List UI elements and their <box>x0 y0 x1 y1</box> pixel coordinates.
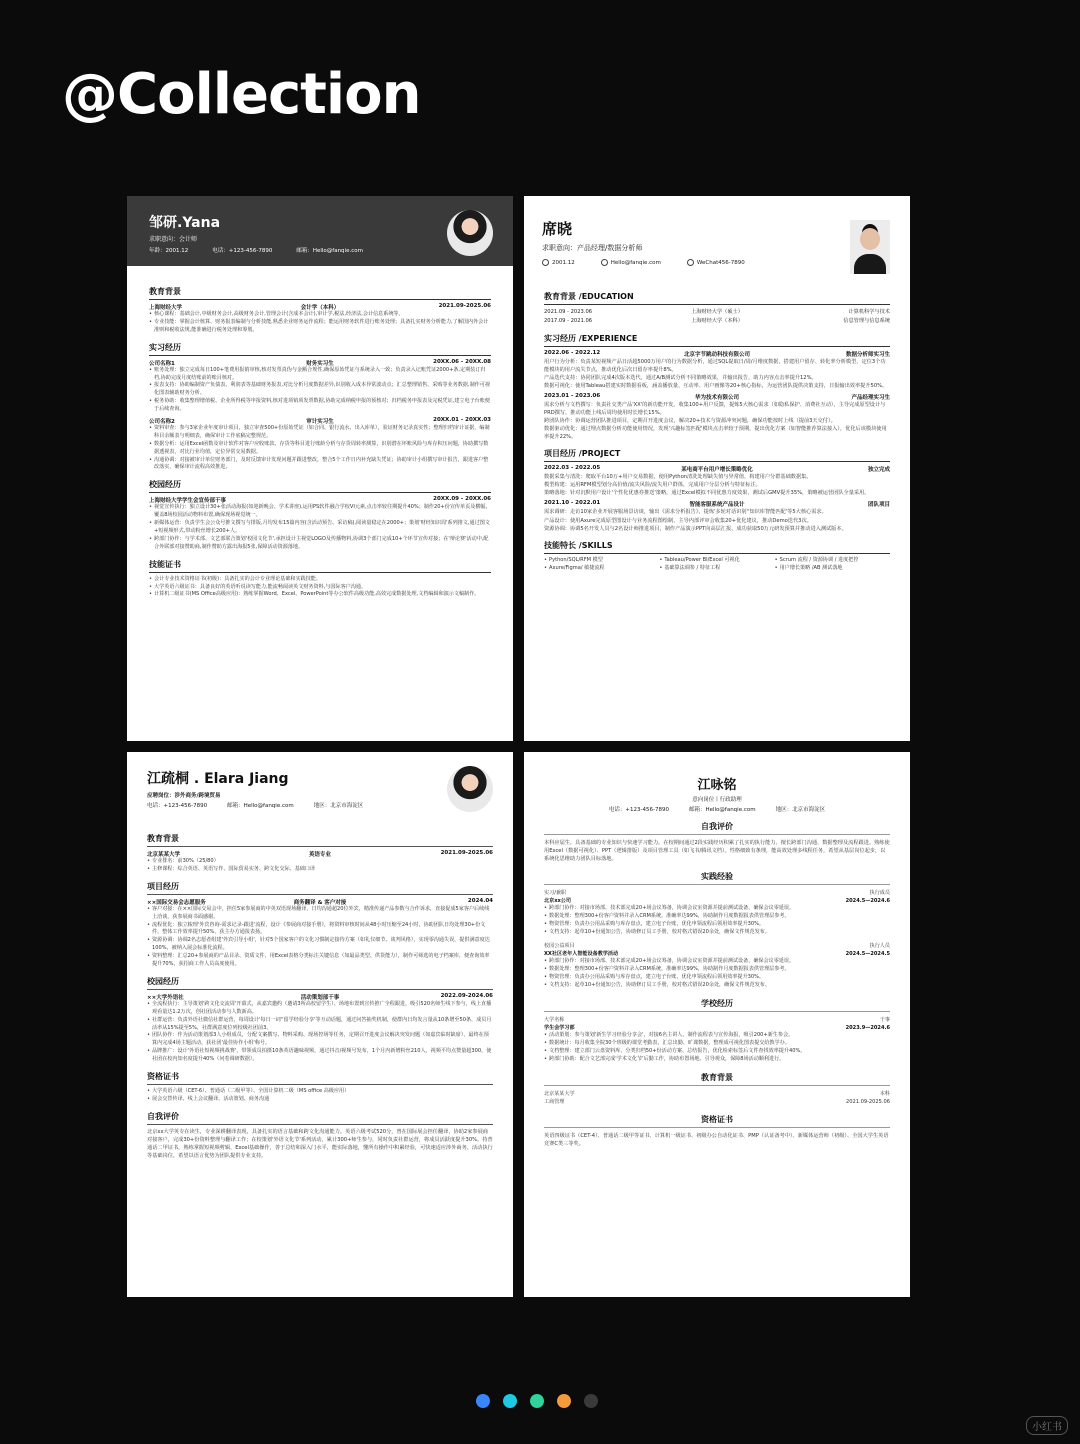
bullet-list: • 核心课程：基础会计,中级财务会计,高级财务会计,管理会计(含成本会计),审计学,税法,经济法,会计信息系统等。 • 专业技能：掌握会计核算、财务报表编制与分析技能,熟悉企业财务运作流程；能运用财务软件进行账务处理；具备扎实财务分析能力,了解国内外会计准则和税收法规,能准确进行税务处理和筹划。 <box>149 311 491 335</box>
resume-header <box>524 196 910 284</box>
bullet-list: • 账务处理：独立完成每日100+笔费用报销审核,核对发票真伪与金额合规性,确保原始凭证与系统录入一致；负责录入记账凭证2000+条,定期装订归档,协助完成月度结账前的账目核对。 • 报表支持：协助编制资产负债表、利润表等基础财务报表,对比分析月度数据差异,识别收入成本异常波动点；汇总整理销售、采购等业务数据,制作可视化图表辅助财务分析。 • 税务协助：收集整理增值税、企业所得税等申报资料,核对进项销项发票数据,协助完成纳税申报的预核对；归档税务申报表及完税凭证,建立电子台账便于后续查询。 <box>149 367 491 414</box>
resume-objective: 求职意向：会计师 <box>149 236 198 243</box>
section-title: 资格证书 <box>544 1114 890 1128</box>
entry-row: 大学名称 干事 <box>544 1016 890 1023</box>
entry-detail: 需求调研：走访10家企业开展客服场景访谈，输出《需求分析报告》，提炼'多轮对话识别''知识库智能匹配'等5大核心需求。 产品设计：使用Axure完成原型图设计与业务流程图绘制，主导内部评审会收集20+优化建议，推动Demo迭代3次。 资源协调：协调5名开发人员与2名设计师推进项目，制作产品演示PPT向高层汇报，成功获取50万元研发预算并推动进入测试版本。 <box>544 509 847 532</box>
entry-detail: 需求分析与文档撰写：负责社交类产品'XX'的新功能开发，收集100+用户反馈，提炼5大核心需求（如隐私保护、消费社互动），主导完成原型设计与PRD撰写，推动功能上线后周均使用时长增长15%。 跨团队协作：协调运营团队推进项目，定期召开进度会议，解决20+技术与资源冲突问题，确保功能按时上线（提前3天交付）。 数据驱动优化：通过埋点数据分析功能使用情况，发现'兴趣标签匹配'模块点击率较于预期，提出优化方案（如智能推荐算法接入），优化后该模块使用率提升22%。 <box>544 401 887 441</box>
entry-row: 北京某某大学 英语专业 2021.09-2025.06 <box>147 850 493 858</box>
bullet-list: • 跨部门协作：对接市场部、技术部完成20+场会议筹备，协调会议室资源并提前测试设备，确保会议零延误。 • 数据处理：整理300+份客户资料并录入CRM系统，准确率达99%，协助制作月度数据报表供管理层参考。 • 物资管理：负责办公用品采购与库存盘点，建立电子台账，优化申领流程后领用效率提升30%。 • 文档支持：起草10+份通知公告，协助修订员工手册，校对格式错误20余处，确保文件规范发布。 <box>544 905 890 937</box>
bullet-list: • 客户对接：在××国际交易会中，担任5家参展商的中英双语现场翻译，日均沟通超20位外宾，精准传递产品参数与合作诉求，直接促成5家客户后续线上洽谈，获参展商书面感谢。 • 流程优化：独立梳理'外宾咨询-需求记录-跟进'流程，设计《参展商对接手册》，将资料审核时间从48小时压缩至24小时，协助团队日均处理30+份文件，整体工作效率提升50%，获主办方通报表扬。 • 资源协调：协调2名志愿者组建'外宾引导小组'，针对5个国家客户的文化习惯制定接待方案（如礼仪细节、谈判风格），实现零沟通失误，提供满意度达100%，被纳入展会标准化流程。 • 资料整理：汇总20+参展商的产品目录、资质文件，用Excel表格分类标注关键信息（如最品类型、供货能力），制作可筛选的电子档案库，便查询效率提升70%，获招商工作人员高度使用。 <box>147 906 493 969</box>
section-title: 资格证书 <box>147 1071 493 1085</box>
section-title: 项目经历 <box>147 881 493 895</box>
person-icon <box>542 259 549 266</box>
resume-name: 邹研.Yana <box>149 215 221 231</box>
chat-icon <box>687 259 694 266</box>
page-dot[interactable] <box>476 1394 490 1408</box>
page-dot[interactable] <box>584 1394 598 1408</box>
section-title: 自我评价 <box>544 821 890 835</box>
education-table: 2021.09 - 2023.06 上海财经大学（硕士） 计算机科学与技术 2017.09 - 2021.06 上海财经大学（本科） 信息管理与信息系统 <box>544 309 890 324</box>
bullet-list: • 会计专业技术资格证书(初级)：具备扎实的会计专业理论基础和实践技能。 • 大学英语六级证书：具备良好的英语听说读写能力,能流畅阅读英文财务资料,与国际客户沟通。 • 计算机二级证书(MS Office高级应用)：熟练掌握Word、Excel、PowerPoint等办公软件高级功能,高效完成数据处理,文档编辑和演示文稿制作。 <box>149 576 491 600</box>
contact-email: 邮箱：Hello@fanqie.com <box>227 803 294 809</box>
page-dot[interactable] <box>530 1394 544 1408</box>
contact-row <box>542 259 892 266</box>
entry-row: 2021.10 - 2022.01 智能客服系统产品设计 团队项目 <box>544 500 890 509</box>
section-title: 技能证书 <box>149 559 491 573</box>
section-title: 实践经验 <box>544 871 890 885</box>
bullet-list: • 专业排名：前30%（25/80） • 主修课程：综合英语、英语写作、国际贸易实务、跨文化交际、基础口译 <box>147 858 493 874</box>
contact-region: 地区：北京市海淀区 <box>313 803 364 809</box>
watermark: 小红书 <box>1026 1416 1068 1435</box>
entry-row: 2022.03 - 2022.05 某电商平台用户增长策略优化 独立完成 <box>544 465 890 474</box>
resume-name: 席晓 <box>542 220 573 238</box>
resume-name: 江疏桐 . Elara Jiang <box>147 771 289 787</box>
contact-row <box>147 801 493 809</box>
section-title: 校园经历 <box>147 976 493 990</box>
contact-email: 邮箱：Hello@fanqie.com <box>296 248 363 254</box>
resume-objective: 求职意向：产品经理/数据分析师 <box>542 244 643 252</box>
resume-card-xixiao[interactable] <box>524 196 910 741</box>
self-evaluation: 北京xx大学英专在读生，专业深耕翻译表现，具备扎实的语言基础和跨文化沟通能力。英语六级考试520分，曾在国际展会担任翻译，协助2家参展商对接客户，完成30+份资料整理与翻译工作；在校策划'外语文化节'系列活动，累计300+师生参与，同时负责社群运营，将成员活跃度提升30%。持普通话二甲证书，熟练掌握短视频剪辑、Excel基础操作，善于总结和深入门水平，能实际落地，懂所有操作中积累经验，可快速适应涉外商务、活动执行等基础岗位，希望以语言优势为团队提供专业支持。 <box>147 1128 493 1159</box>
contact-row <box>524 805 910 813</box>
entry-row: XX社区老年人智能设备教学活动 2024.5—2024.5 <box>544 951 890 958</box>
entry-row: ××国际交易会志愿服务 商务翻译 & 客户对接 2024.04 <box>147 897 493 906</box>
avatar <box>850 220 890 274</box>
entry-row: 上海财经大学学生会宣传部干事 20XX.09 - 20XX.06 <box>149 496 491 505</box>
entry-row: 2022.06 - 2022.12 北京字节跳动科技有限公司 数据分析师实习生 <box>544 349 890 358</box>
entry-detail: 数据采集与清洗：爬取平台10万+用户交易数据，使用Python清洗处理缺失值与异常值，构建用户分群基础数据集。 模型构建：运用RFM模型划分高价值/流失风险/流失用户群体，完成用户分层分析与特征标注。 策略落地：针对沉默用户设计'个性化优惠券推送'策略，通过Excel模拟不同优惠力度效果，测试后GMV提升35%，策略被运营团队全量采用。 <box>544 474 870 497</box>
avatar <box>447 210 493 256</box>
collection-title: @Collection <box>62 62 421 127</box>
contact-phone: 电话：+123-456-7890 <box>608 807 669 813</box>
resume-card-jiangyongming[interactable] <box>524 752 910 1297</box>
section-title: 自我评价 <box>147 1111 493 1125</box>
entry-row: 实习/兼职 执行成员 <box>544 890 890 897</box>
section-title: 教育背景 <box>149 286 491 300</box>
avatar <box>447 766 493 812</box>
skills-list: • Python/SQL/RFM 模型 • Tableau/Power BI/Excel 可视化 • Scrum 流程 / 资源协调 / 进度把控 • Axure/Figma/ 敏捷流程 • 基础算法调参 / 特征工程 • 用户增长策略 /AB 测试落地 <box>544 557 890 573</box>
resume-objective: 意向岗位丨行政助理 <box>692 797 742 803</box>
resume-header <box>127 752 513 826</box>
resume-card-yana[interactable] <box>127 196 513 741</box>
section-title: 实习经历 /EXPERIENCE <box>544 333 890 347</box>
entry-row: 公司名称1 财务实习生 20XX.06 - 20XX.08 <box>149 358 491 367</box>
resume-header <box>127 196 513 266</box>
bullet-list: • 资料审查：参与3家企业年度审计项目，独立审查500+份原始凭证（如合同、银行流水、出入库单），验证财务记录真实性；整理归档审计证据，编制科目余额表与明细表，确保审计工作底稿完整规范。 • 数据分析：运用Excel函数及审计软件对客户应收账款、存货等科目进行账龄分析与存货周转率测算，识别潜在坏账风险与库存积压问题，协助撰写数据透视表，对比行业均值，定位异常交易数据。 • 沟通协调：对接被审计单位财务部门，及时反馈审计发现问题并跟进整改，整合5个工作日内补充缺失凭证；协助审计小组撰写审计报告，跟进客户整改落实，确保审计流程高效推进。 <box>149 425 491 472</box>
bullet-list: • 大学英语六级（CET-6）、普通话（二级甲等）、全国计算机二级（MS office 高级应用） • 展会交替传译、线上会议翻译、活动策划、商务沟通 <box>147 1088 493 1104</box>
entry-detail: 用户行为分析：负责某短视频产品日活超5000万用户的行为数据分析，通过SQL提取日/周/月维度数据，搭建用户留存、转化率分析模型，定位3个功能模块的用户流失节点，推动优化后次日留存率提升8%。 产品迭代支持：协同团队完成4次版本迭代，通过A/B测试分析不同策略效果，并输出报告，助力内容点击率提升12%。 数据可视化：使用Tableau搭建实时数据看板，涵盖播放量、互动率、用户画像等20+核心指标，为运营团队提供决策支持，日报输出效率提升50%。 <box>544 358 888 389</box>
resume-header <box>524 752 910 813</box>
contact-phone: 电话：+123-456-7890 <box>212 248 273 254</box>
contact-region: 地区：北京市海淀区 <box>775 807 826 813</box>
entry-row: 公司名称2 审计实习生 20XX.01 - 20XX.03 <box>149 417 491 426</box>
bullet-list: • 跨部门协作：对接市场部、技术部完成20+场会议筹备，协调会议室资源并提前测试设备，确保会议零延误。 • 数据处理：整理300+份客户资料并录入CRM系统，准确率达99%，协助制作月度数据报表供管理层参考。 • 物资管理：负责办公用品采购与库存盘点，建立电子台账，优化申领流程后领用效率提升30%。 • 文档支持：起草10+份通知公告，协助修订员工手册，校对格式错误20余处，确保文件规范发布。 <box>544 958 890 990</box>
certificates: 英语四级证书（CET-4）、普通话二级甲等证书、计算机一级证书、初级办公自动化证书、PMP（认证备考中）、新媒体运营师（初级）、全国大学生英语竞赛C类三等奖。 <box>544 1133 889 1148</box>
entry-row: 2023.01 - 2023.06 华为技术有限公司 产品经理实习生 <box>544 392 890 401</box>
entry-row: 工商管理 2021.09-2025.06 <box>544 1098 890 1105</box>
contact-phone: 电话：+123-456-7890 <box>147 803 208 809</box>
resume-name: 江咏铭 <box>697 778 737 793</box>
section-title: 教育背景 <box>544 1072 890 1086</box>
bullet-list: • 活动策划：参与策划'新生学习经验分享会'，对接6名主讲人，制作流程表与宣传海报，吸引200+新生参会。 • 数据统计：每月收集全院30个班级的课堂考勤表，汇总出勤、旷课数据，整理成可视化图表提交给教学办。 • 文档整理：建立部门云盘资料库，分类归档50+份活动方案、总结报告，优化检索标签后文件查找效率提升40%。 • 跨部门协助：配合文艺部完成'学术文化节'后勤工作，协助布置场地、引导观众，保障8场活动顺利进行。 <box>544 1032 890 1064</box>
entry-row: 上海财经大学 会计学（本科） 2021.09-2025.06 <box>149 303 491 311</box>
resume-objective: 应聘岗位：涉外商务/跨境贸易 <box>147 793 221 799</box>
section-title: 校园经历 <box>149 479 491 493</box>
contact-age: 年龄：2001.12 <box>149 248 189 254</box>
entry-row: 北京xx公司 2024.5—2024.6 <box>544 898 890 905</box>
page-dot[interactable] <box>503 1394 517 1408</box>
section-title: 教育背景 <box>147 833 493 847</box>
entry-row: 校园公益项目 执行人员 <box>544 943 890 950</box>
bullet-list: • 全流程执行：主导策划'跨文化交流周'开幕式，从嘉宾邀约（邀请3所高校留学生）、场地布置到宣传推广全程跟进，吸引520名师生线下参与，线上直播观看量达1.2万次，创社团活动参与人数新高。 • 社群运营：负责外语社微信社群运营，每周设计'每日一词''留学经验分享'等互动话题，通过问答抽奖机制，使群内日均发言量从10条增至50条，成员月活率从15%提至5%，社群满意度位列校级社团前3。 • 团队协作：作为活动策划部3人小组成员，分配文案撰写、物料采购、现场控场等任务，定期召开进度会议解决突发问题（如嘉宾临时缺席），最终在预算内完成4场主题活动，获社团'最佳协作小组'称号。 • 品牌推广：设计'外语社短视频挑战赛'，带领成员拍摄10条英语趣味视频，通过抖音/视频号发布，1个月内新增粉丝210人，视频平均点赞量超300，使社团在校内知名度提升40%（问卷调研数据）。 <box>147 1001 493 1064</box>
section-title: 项目经历 /PROJECT <box>544 448 890 462</box>
contact-birthday: 2001.12 <box>542 259 575 266</box>
entry-row: ××大学外语社 活动策划部干事 2022.09-2024.06 <box>147 992 493 1001</box>
bullet-list: • 视觉宣传执行：独立设计30+张活动海报(如迎新晚会、学术讲座),运用PS软件融合学校VI元素,点击率较往期提升40%；制作20+份宣传单页及横幅,覆盖8场校园活动物料布置,确保现场视觉统一。 • 新媒体运营：负责学生会公众号推文撰写与排版,月均发布15篇内容(含活动预告、采访稿),阅读量稳定在2000+；策划'财经知识周'系列推文,通过图文+短视频形式,带动粉丝增长200+人。 • 跨部门协作：与学术部、文艺部联合策划'校园文化节',承担设计主视觉LOGO及传播物料,协调3个部门完成10+个环节宣传对接；在'辩论赛'活动中,配合外联部对接赞助商,制作赞助方露出海报5张,保障活动资源落地。 <box>149 504 491 551</box>
contact-row <box>149 246 491 254</box>
entry-row: 北京某某大学 本科 <box>544 1090 890 1097</box>
contact-email: Hello@fanqie.com <box>601 259 661 266</box>
entry-row: 学生会学习部 2023.9—2024.6 <box>544 1025 890 1032</box>
pagination-dots[interactable] <box>476 1394 598 1408</box>
link-icon <box>601 259 608 266</box>
section-title: 学校经历 <box>544 998 890 1012</box>
section-title: 实习经历 <box>149 342 491 356</box>
section-title: 技能特长 /SKILLS <box>544 540 890 554</box>
resume-card-elara[interactable] <box>127 752 513 1297</box>
contact-email: 邮箱：Hello@fanqie.com <box>688 807 756 813</box>
self-evaluation: 本科应届生，具备基础的专业知识与快速学习能力。在校期间通过2段实践经历积累了扎实的执行能力、擅长跨部门沟通、数据整理及流程跟进。熟练使用Excel（数据可视化）、PPT（逻辑排版）及项目管理工具（如飞书/腾讯文档）。性格细致有条理，能高效处理多线程任务，希望从基层岗位起步，以系统化思维助力团队目标落地。 <box>544 840 890 863</box>
contact-wechat: WeChat456-7890 <box>687 259 745 266</box>
section-title: 教育背景 /EDUCATION <box>544 291 890 305</box>
page-dot[interactable] <box>557 1394 571 1408</box>
